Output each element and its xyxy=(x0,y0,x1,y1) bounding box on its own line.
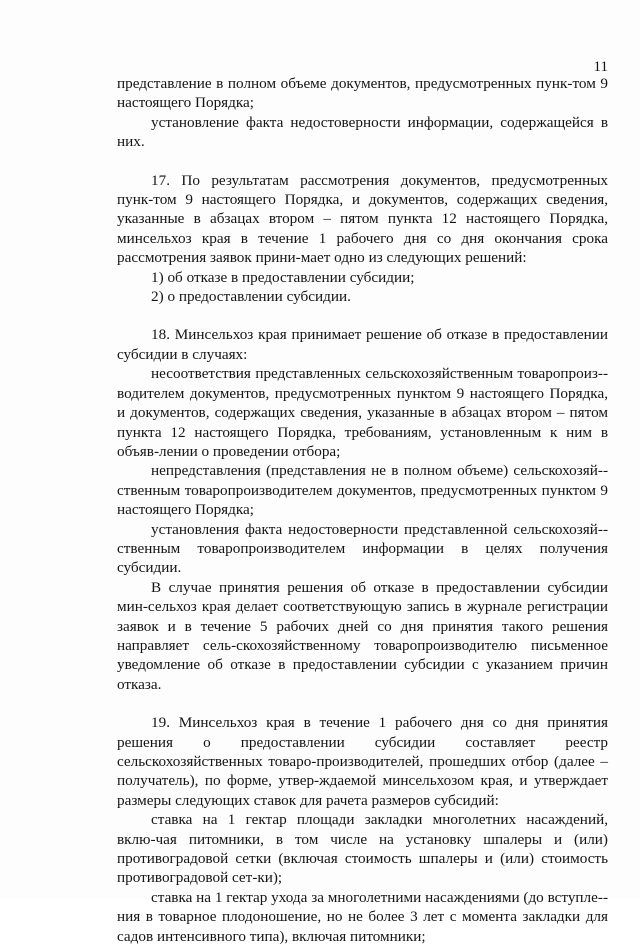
paragraph: 2) о предоставлении субсидии. xyxy=(151,288,351,306)
paragraph: 18. Минсельхоз края принимает решение об отказе в предоставлении субсидии в случаях: xyxy=(117,326,608,363)
paragraph: В случае принятия решения об отказе в предоставлении субсидии мин-сельхоз края делает соответствующую запись в журнале регистрации заявок и в течение 5 рабочих дней со дня принятия такого решения направляет сель-скохозяйственному товаропроизводителю письменное уведомление об отказе в предоставлении субсидии с указанием причин отказа. xyxy=(117,578,608,693)
paragraph-gap xyxy=(117,306,608,325)
paragraph: ставка на 1 гектар площади закладки многолетних насаждений, вклю-чая питомники, в том числе на установку шпалеры и (или) противоградовой сетки (включая стоимость шпалеры и (или) стоимость противоградовой сет-ки); xyxy=(117,811,608,887)
paragraph: 17. По результатам рассмотрения документов, предусмотренных пунк-том 9 настоящего Порядка, и документов, содержащих сведения, указанные в абзацах втором – пятом пункта 12 настоящего Порядка, минсельхоз края в течение 1 рабочего дня со дня окончания срока рассмотрения заявок прини-мает одно из следующих решений: xyxy=(117,171,608,267)
paragraph: установление факта недостоверности информации, содержащейся в них. xyxy=(117,113,608,151)
paragraph: установления факта недостоверности представленной сельскохозяй-ственным товаропроизводителем информации в целях получения субсидии. xyxy=(117,520,608,577)
paragraph: 19. Минсельхоз края в течение 1 рабочего дня со дня принятия решения о предоставлении субсидии составляет реестр сельскохозяйственных товаро-производителей, прошедших отбор (далее – получатель), по форме, утвер-ждаемой минсельхозом края, и утверждает размеры следующих ставок для рачета размеров субсидий: xyxy=(117,714,608,809)
paragraph-gap xyxy=(117,694,608,713)
paragraph: 1) об отказе в предоставлении субсидии; xyxy=(151,268,415,286)
paragraph: несоответствия представленных сельскохозяйственным товаропроиз-водителем документов, предусмотренных пунктом 9 настоящего Порядка, и документов, содержащих сведения, указанные в абзацах втором – пятом пункта 12 настоящего Порядка, требованиям, установленным к ним в объяв-лении о проведении отбора; xyxy=(117,365,608,460)
page-number: 11 xyxy=(593,59,608,75)
document-body xyxy=(117,74,608,946)
paragraph: представление в полном объеме документов, предусмотренных пунк-том 9 настоящего Порядка; xyxy=(117,75,608,112)
paragraph: ставка на 1 гектар ухода за многолетними насаждениями (до вступле-ния в товарное плодоношение, но не более 3 лет с момента закладки для садов интенсивного типа), включая питомники; xyxy=(117,888,608,945)
paragraph: непредставления (представления не в полном объеме) сельскохозяй-ственным товаропроизводителем документов, предусмотренных пунктом 9 настоящего Порядка; xyxy=(117,462,608,519)
paragraph-gap xyxy=(117,152,608,171)
